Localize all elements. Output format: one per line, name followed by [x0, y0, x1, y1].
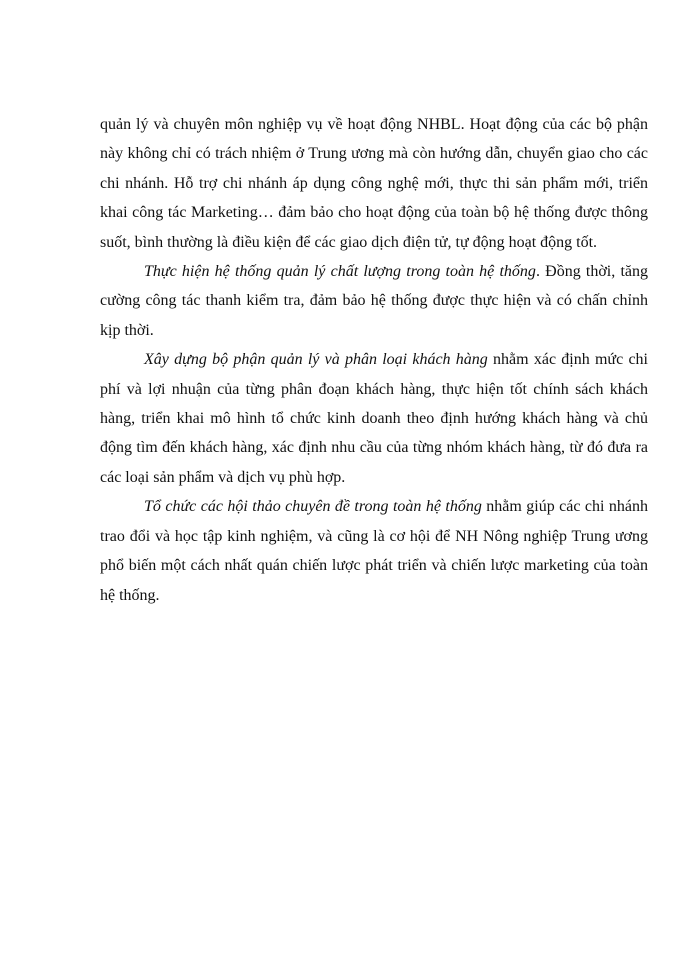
- paragraph-3-text: nhằm xác định mức chi phí và lợi nhuận của từng phân đoạn khách hàng, thực hiện tốt chính sách khách hàng, triển khai mô hình tổ chức kinh doanh theo định hướng khách hàng và chủ động tìm đến khách hàng, xác định nhu cầu của từng nhóm khách hàng, từ đó đưa ra các loại sản phẩm và dịch vụ phù hợp.: [100, 351, 649, 486]
- paragraph-1: [100, 110, 648, 257]
- paragraph-3-italic-lead: Xây dựng bộ phận quản lý và phân loại khách hàng: [144, 351, 488, 369]
- paragraph-4: [100, 492, 648, 610]
- paragraph-1-text: quản lý và chuyên môn nghiệp vụ về hoạt động NHBL. Hoạt động của các bộ phận này không chỉ có trách nhiệm ở Trung ương mà còn hướng dẫn, chuyển giao cho các chi nhánh. Hỗ trợ chi nhánh áp dụng công nghệ mới, thực thi sản phẩm mới, triển khai công tác Marketing… đảm bảo cho hoạt động của toàn bộ hệ thống được thông suốt, bình thường là điều kiện để các giao dịch điện tử, tự động hoạt động tốt.: [100, 116, 648, 251]
- paragraph-4-text: nhằm giúp các chi nhánh trao đổi và học tập kinh nghiệm, và cũng là cơ hội để NH Nông nghiệp Trung ương phổ biến một cách nhất quán chiến lược phát triển và chiến lược marketing của toàn hệ thống.: [100, 498, 648, 604]
- paragraph-2: [100, 257, 648, 345]
- paragraph-2-text: . Đồng thời, tăng cường công tác thanh kiểm tra, đảm bảo hệ thống được thực hiện và có chấn chỉnh kịp thời.: [100, 263, 648, 339]
- paragraph-4-italic-lead: Tổ chức các hội thảo chuyên đề trong toàn hệ thống: [144, 498, 482, 516]
- paragraph-2-italic-lead: Thực hiện hệ thống quản lý chất lượng trong toàn hệ thống: [144, 263, 536, 281]
- document-body: [100, 110, 648, 610]
- paragraph-3: [100, 345, 648, 492]
